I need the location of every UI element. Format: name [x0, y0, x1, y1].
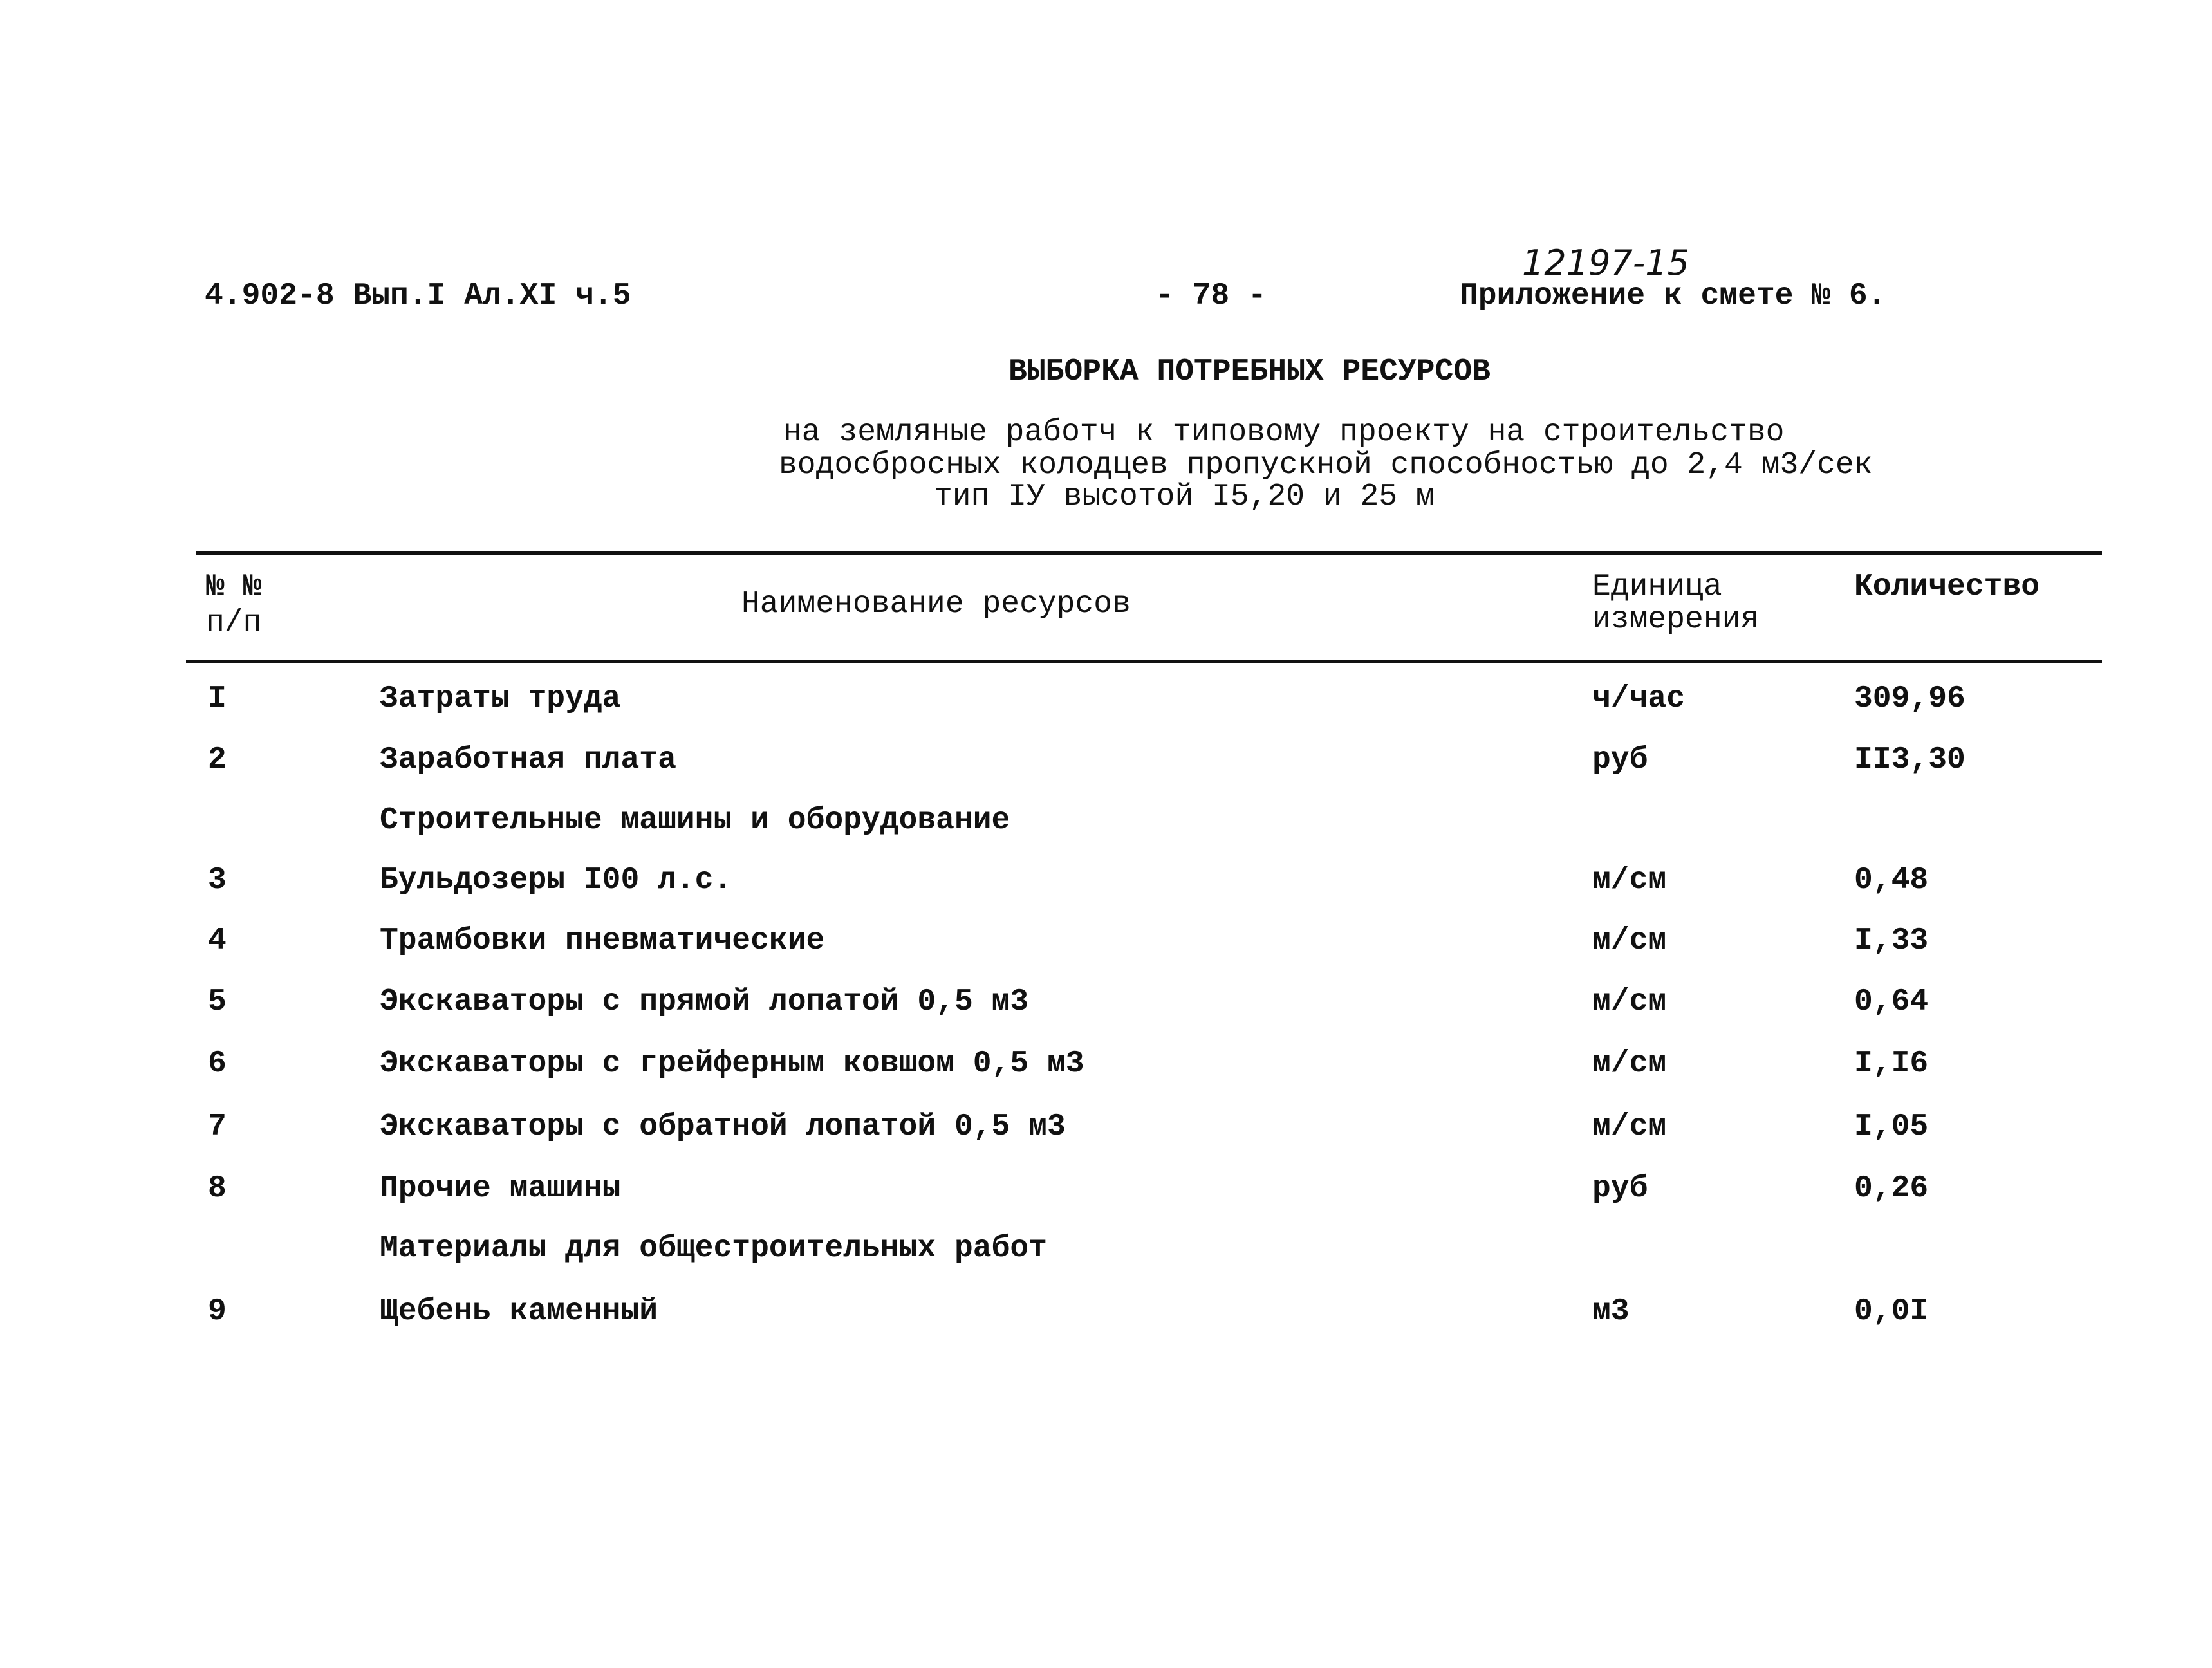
row-number: 9	[208, 1294, 227, 1329]
resource-name: Щебень каменный	[380, 1294, 658, 1329]
page-number: - 78 -	[1155, 279, 1267, 313]
col-num-line1: № №	[206, 570, 262, 604]
unit: м/см	[1592, 863, 1667, 898]
subtitle-line-1: на земляные работч к типовому проекту на строительство	[783, 415, 1785, 450]
resource-name: Трамбовки пневматические	[380, 923, 825, 958]
row-number: 8	[208, 1171, 227, 1206]
resource-name: Прочие машины	[380, 1171, 621, 1206]
unit: руб	[1592, 1171, 1648, 1206]
quantity: 0,0I	[1854, 1294, 1929, 1329]
quantity: 0,64	[1854, 985, 1929, 1019]
resource-name: Бульдозеры I00 л.с.	[380, 863, 732, 898]
unit: руб	[1592, 743, 1648, 777]
row-number: 2	[208, 743, 227, 777]
row-number: 5	[208, 985, 227, 1019]
table-top-rule	[196, 551, 2102, 555]
row-number: 4	[208, 923, 227, 958]
resource-name: Заработная плата	[380, 743, 676, 777]
resource-name: Строительные машины и оборудование	[380, 803, 1010, 838]
resource-name: Экскаваторы с прямой лопатой 0,5 м3	[380, 985, 1029, 1019]
col-name: Наименование ресурсов	[741, 587, 1131, 622]
unit: м/см	[1592, 1109, 1667, 1144]
row-number: I	[208, 681, 227, 716]
resource-name: Экскаваторы с грейферным ковшом 0,5 м3	[380, 1046, 1084, 1081]
quantity: 0,26	[1854, 1171, 1929, 1206]
unit: ч/час	[1592, 681, 1686, 716]
document-title: ВЫБОРКА ПОТРЕБНЫХ РЕСУРСОВ	[1008, 355, 1491, 389]
row-number: 6	[208, 1046, 227, 1081]
resource-name: Материалы для общестроительных работ	[380, 1231, 1047, 1266]
subtitle-line-2: водосбросных колодцев пропускной способностью до 2,4 м3/сек	[779, 448, 1873, 483]
appendix-label: Приложение к смете № 6.	[1460, 279, 1886, 313]
unit: м/см	[1592, 985, 1667, 1019]
col-num-line2: п/п	[206, 606, 262, 640]
col-unit-line2: измерения	[1592, 602, 1760, 637]
quantity: II3,30	[1854, 743, 1966, 777]
subtitle-line-3: тип IУ высотой I5,20 и 25 м	[934, 479, 1435, 514]
doc-code: 4.902-8 Вып.I Ал.XI ч.5	[205, 279, 631, 313]
row-number: 3	[208, 863, 227, 898]
col-unit-line1: Единица	[1592, 570, 1722, 604]
quantity: I,05	[1854, 1109, 1929, 1144]
quantity: 309,96	[1854, 681, 1966, 716]
quantity: I,33	[1854, 923, 1929, 958]
resource-name: Экскаваторы с обратной лопатой 0,5 м3	[380, 1109, 1066, 1144]
quantity: I,I6	[1854, 1046, 1929, 1081]
row-number: 7	[208, 1109, 227, 1144]
handwritten-ref: 12197-15	[1522, 243, 1689, 283]
table-header-rule	[186, 660, 2102, 663]
resource-name: Затраты труда	[380, 681, 621, 716]
quantity: 0,48	[1854, 863, 1929, 898]
unit: м/см	[1592, 1046, 1667, 1081]
unit: м3	[1592, 1294, 1630, 1329]
col-qty: Количество	[1854, 570, 2040, 604]
unit: м/см	[1592, 923, 1667, 958]
